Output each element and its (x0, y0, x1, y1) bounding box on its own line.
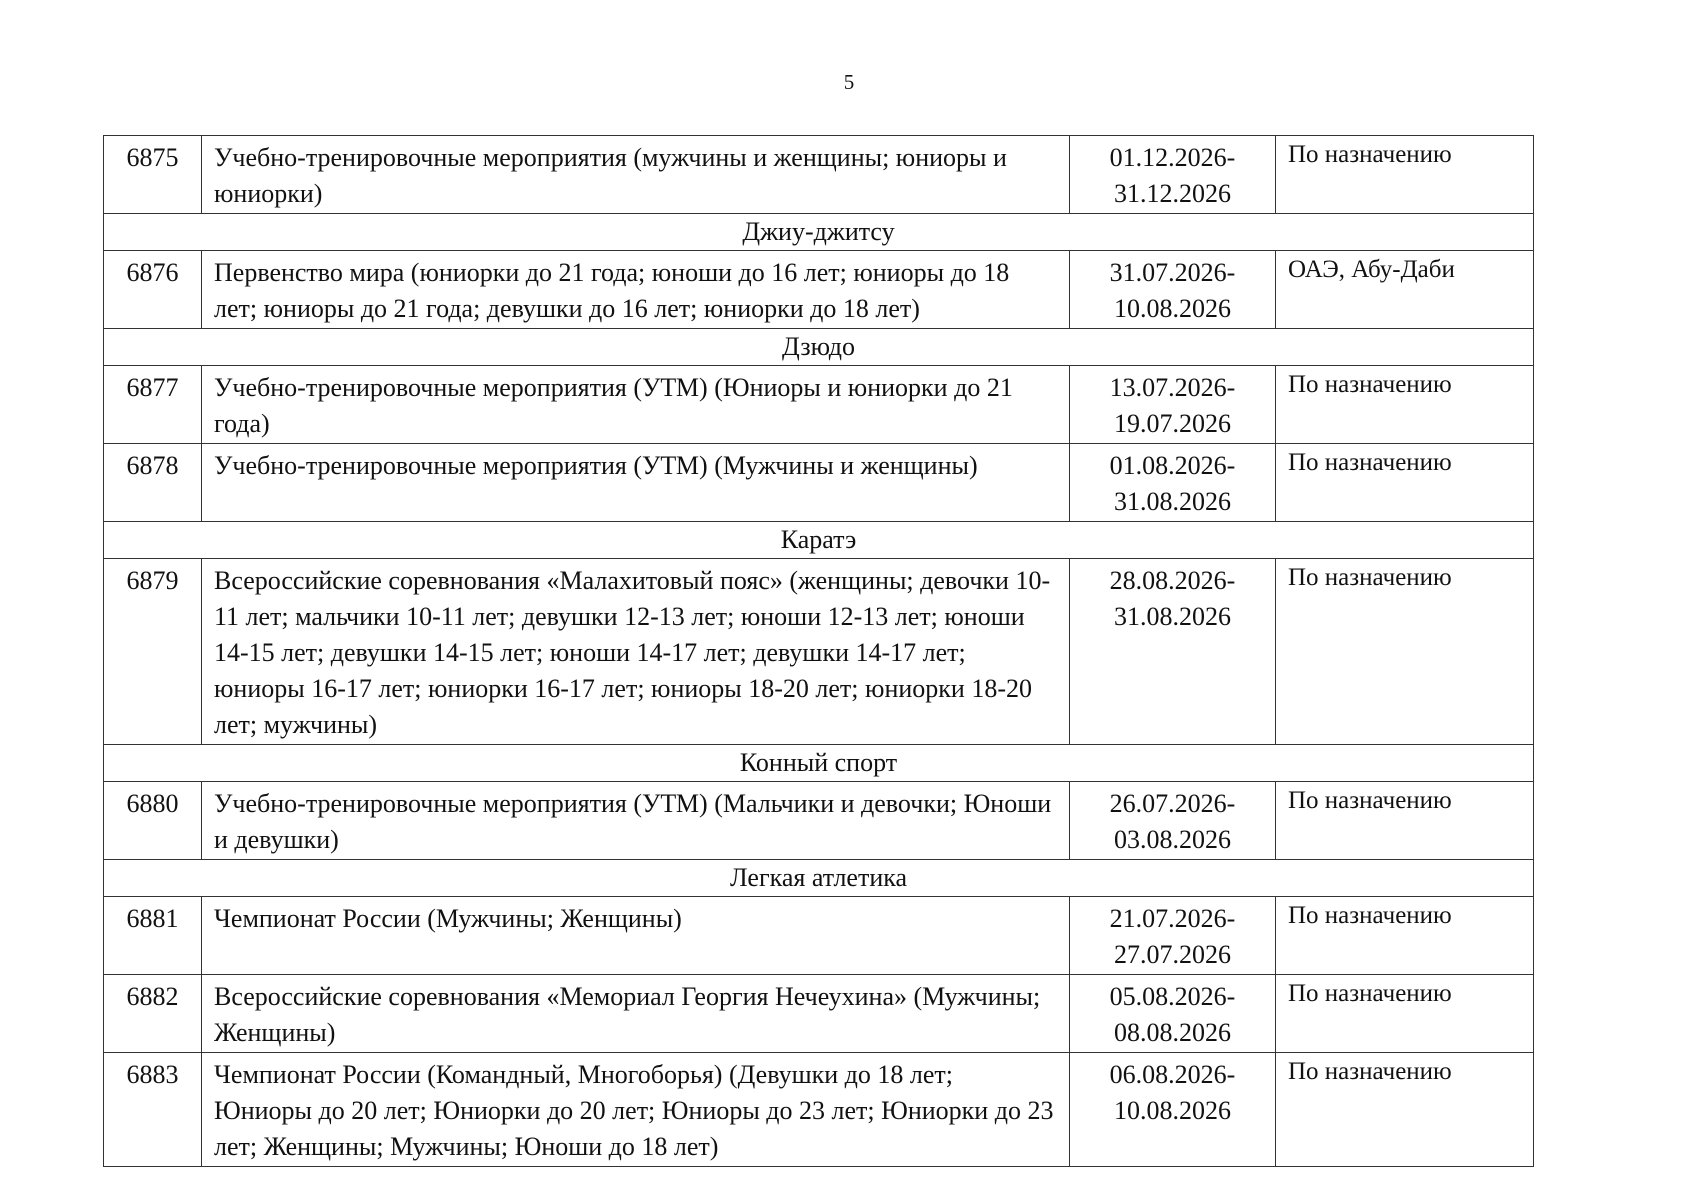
table-row (104, 251, 1534, 329)
event-place: По назначению (1276, 782, 1534, 860)
event-place: По назначению (1276, 366, 1534, 444)
event-place: По назначению (1276, 444, 1534, 522)
event-place: По назначению (1276, 897, 1534, 975)
sport-section-row (104, 745, 1534, 782)
sport-section-title: Каратэ (104, 522, 1534, 559)
event-number: 6878 (104, 444, 202, 522)
event-dates: 31.07.2026- 10.08.2026 (1070, 251, 1276, 329)
sport-section-row (104, 860, 1534, 897)
event-name: Всероссийские соревнования «Мемориал Георгия Нечеухина» (Мужчины; Женщины) (202, 975, 1070, 1053)
event-name: Учебно-тренировочные мероприятия (УТМ) (Мужчины и женщины) (202, 444, 1070, 522)
event-name: Чемпионат России (Мужчины; Женщины) (202, 897, 1070, 975)
event-place: По назначению (1276, 975, 1534, 1053)
sport-section-title: Джиу-джитсу (104, 214, 1534, 251)
table-row (104, 1053, 1534, 1167)
table-row (104, 559, 1534, 745)
event-name: Чемпионат России (Командный, Многоборья) (Девушки до 18 лет; Юниоры до 20 лет; Юниорки до 20 лет; Юниоры до 23 лет; Юниорки до 23 лет; Женщины; Мужчины; Юноши до 18 лет) (202, 1053, 1070, 1167)
event-number: 6880 (104, 782, 202, 860)
events-table (103, 135, 1534, 1167)
event-number: 6883 (104, 1053, 202, 1167)
event-place: ОАЭ, Абу-Даби (1276, 251, 1534, 329)
table-row (104, 444, 1534, 522)
sport-section-row (104, 214, 1534, 251)
sport-section-title: Дзюдо (104, 329, 1534, 366)
event-dates: 05.08.2026- 08.08.2026 (1070, 975, 1276, 1053)
table-row (104, 366, 1534, 444)
event-place: По назначению (1276, 136, 1534, 214)
event-dates: 21.07.2026- 27.07.2026 (1070, 897, 1276, 975)
event-number: 6875 (104, 136, 202, 214)
event-dates: 01.12.2026- 31.12.2026 (1070, 136, 1276, 214)
event-number: 6882 (104, 975, 202, 1053)
event-number: 6879 (104, 559, 202, 745)
event-dates: 26.07.2026- 03.08.2026 (1070, 782, 1276, 860)
sport-section-row (104, 329, 1534, 366)
event-dates: 28.08.2026- 31.08.2026 (1070, 559, 1276, 745)
table-row (104, 897, 1534, 975)
event-name: Всероссийские соревнования «Малахитовый пояс» (женщины; девочки 10-11 лет; мальчики 10-11 лет; девушки 12-13 лет; юноши 12-13 лет; юноши 14-15 лет; девушки 14-15 лет; юноши 14-17 лет; девушки 14-17 лет; юниоры 16-17 лет; юниорки 16-17 лет; юниоры 18-20 лет; юниорки 18-20 лет; мужчины) (202, 559, 1070, 745)
event-dates: 01.08.2026- 31.08.2026 (1070, 444, 1276, 522)
table-row (104, 136, 1534, 214)
table-row (104, 782, 1534, 860)
event-dates: 06.08.2026- 10.08.2026 (1070, 1053, 1276, 1167)
event-number: 6881 (104, 897, 202, 975)
event-place: По назначению (1276, 559, 1534, 745)
event-number: 6877 (104, 366, 202, 444)
sport-section-title: Конный спорт (104, 745, 1534, 782)
event-dates: 13.07.2026- 19.07.2026 (1070, 366, 1276, 444)
page-number: 5 (843, 70, 855, 94)
sport-section-title: Легкая атлетика (104, 860, 1534, 897)
event-number: 6876 (104, 251, 202, 329)
event-name: Учебно-тренировочные мероприятия (УТМ) (Юниоры и юниорки до 21 года) (202, 366, 1070, 444)
event-name: Учебно-тренировочные мероприятия (мужчины и женщины; юниоры и юниорки) (202, 136, 1070, 214)
sport-section-row (104, 522, 1534, 559)
event-place: По назначению (1276, 1053, 1534, 1167)
event-name: Первенство мира (юниорки до 21 года; юноши до 16 лет; юниоры до 18 лет; юниоры до 21 года; девушки до 16 лет; юниорки до 18 лет) (202, 251, 1070, 329)
event-name: Учебно-тренировочные мероприятия (УТМ) (Мальчики и девочки; Юноши и девушки) (202, 782, 1070, 860)
table-row (104, 975, 1534, 1053)
